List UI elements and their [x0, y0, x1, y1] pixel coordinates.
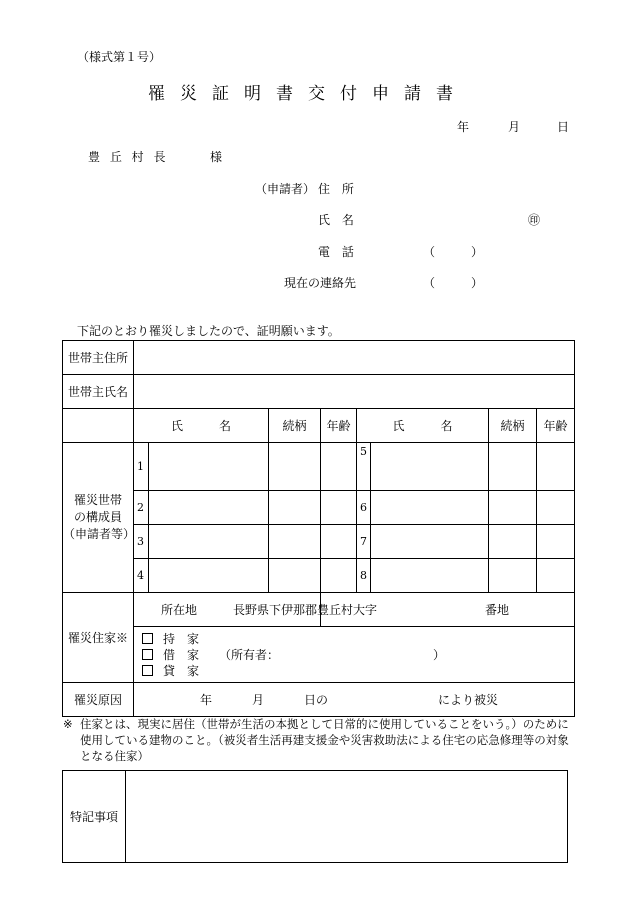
date-day: 日: [557, 120, 570, 134]
row-number: 1: [134, 443, 149, 491]
contact-label: 現在の連絡先: [284, 276, 357, 290]
phone-paren: （ ）: [423, 245, 484, 259]
row-number: 5: [357, 443, 371, 491]
member-name-field[interactable]: [371, 525, 489, 559]
option-owned[interactable]: 持 家: [142, 631, 574, 647]
cause-year: 年: [200, 693, 213, 707]
owner-label: （所有者：: [219, 647, 274, 662]
addressee-name: 豊 丘 村 長: [88, 150, 169, 164]
member-relation-field[interactable]: [489, 443, 537, 491]
special-table: [62, 770, 568, 863]
checkbox[interactable]: [142, 665, 153, 676]
location-field[interactable]: [233, 593, 575, 627]
member-name-field[interactable]: [149, 559, 269, 593]
checkbox[interactable]: [142, 633, 153, 644]
head-name-field[interactable]: [134, 375, 575, 409]
checkbox[interactable]: [142, 649, 153, 660]
member-relation-field[interactable]: [489, 491, 537, 525]
member-name-field[interactable]: [371, 559, 489, 593]
member-age-field[interactable]: [321, 491, 357, 525]
intro-text: 下記のとおり罹災しましたので、証明願います。: [77, 324, 340, 338]
member-age-field[interactable]: [537, 525, 575, 559]
date-year: 年: [457, 120, 470, 134]
location-value: 長野県下伊那郡豊丘村大字: [233, 603, 378, 617]
seal-mark: ㊞: [528, 213, 541, 227]
member-name-field[interactable]: [371, 491, 489, 525]
address-label: 住 所: [318, 182, 358, 196]
addressee-honorific: 様: [210, 150, 223, 164]
member-age-field[interactable]: [537, 559, 575, 593]
house-label: 罹災住家※: [63, 593, 134, 683]
member-age-field[interactable]: [537, 491, 575, 525]
phone-label: 電 話: [318, 245, 358, 259]
member-relation-field[interactable]: [269, 525, 321, 559]
cause-tail: により被災: [438, 693, 499, 707]
special-label: 特記事項: [63, 771, 126, 863]
row-number: 4: [134, 559, 149, 593]
form-title: 罹災証明書交付申請書: [148, 84, 468, 104]
col-age-right: 年齢: [537, 409, 575, 443]
member-relation-field[interactable]: [269, 443, 321, 491]
special-field[interactable]: [126, 771, 568, 863]
member-age-field[interactable]: [321, 525, 357, 559]
row-number: 7: [357, 525, 371, 559]
member-age-field[interactable]: [321, 443, 357, 491]
head-address-label: 世帯主住所: [63, 341, 134, 375]
banchi-label: 番地: [485, 603, 510, 617]
member-age-field[interactable]: [537, 443, 575, 491]
member-name-field[interactable]: [371, 443, 489, 491]
member-relation-field[interactable]: [489, 525, 537, 559]
house-type-cell: [134, 627, 575, 683]
member-age-field[interactable]: [321, 559, 357, 593]
location-label: 所在地: [134, 593, 321, 627]
owner-close: ）: [433, 647, 446, 662]
cause-field[interactable]: [134, 683, 575, 717]
name-label: 氏 名: [318, 213, 358, 227]
note-mark: ※: [63, 717, 73, 731]
member-relation-field[interactable]: [489, 559, 537, 593]
col-name-left: 氏 名: [134, 409, 269, 443]
col-name-right: 氏 名: [357, 409, 489, 443]
form-number: （様式第１号）: [77, 50, 162, 64]
member-table: [62, 340, 575, 717]
cause-label: 罹災原因: [63, 683, 134, 717]
member-relation-field[interactable]: [269, 559, 321, 593]
date-month: 月: [508, 120, 521, 134]
col-relation-right: 続柄: [489, 409, 537, 443]
member-name-field[interactable]: [149, 443, 269, 491]
member-name-field[interactable]: [149, 525, 269, 559]
option-leased[interactable]: 貸 家: [142, 663, 574, 679]
row-number: 3: [134, 525, 149, 559]
row-number: 2: [134, 491, 149, 525]
member-name-field[interactable]: [149, 491, 269, 525]
cause-month: 月: [252, 693, 265, 707]
applicant-role: （申請者）: [255, 182, 316, 196]
col-relation-left: 続柄: [269, 409, 321, 443]
member-relation-field[interactable]: [269, 491, 321, 525]
row-number: 6: [357, 491, 371, 525]
col-age-left: 年齢: [321, 409, 357, 443]
head-name-label: 世帯主氏名: [63, 375, 134, 409]
option-rented[interactable]: 借 家 （所有者： ）: [142, 647, 574, 663]
contact-paren: （ ）: [423, 276, 484, 290]
members-label: 罹災世帯 の構成員 （申請者等）: [63, 443, 134, 593]
head-address-field[interactable]: [134, 341, 575, 375]
note-text: 住家とは、現実に居住（世帯が生活の本拠として日常的に使用していることをいう。）のために使用している建物のこと。（被災者生活再建支援金や災害救助法による住宅の応急修理等の対象となる住家）: [80, 717, 569, 763]
cause-day: 日の: [304, 693, 329, 707]
row-number: 8: [357, 559, 371, 593]
